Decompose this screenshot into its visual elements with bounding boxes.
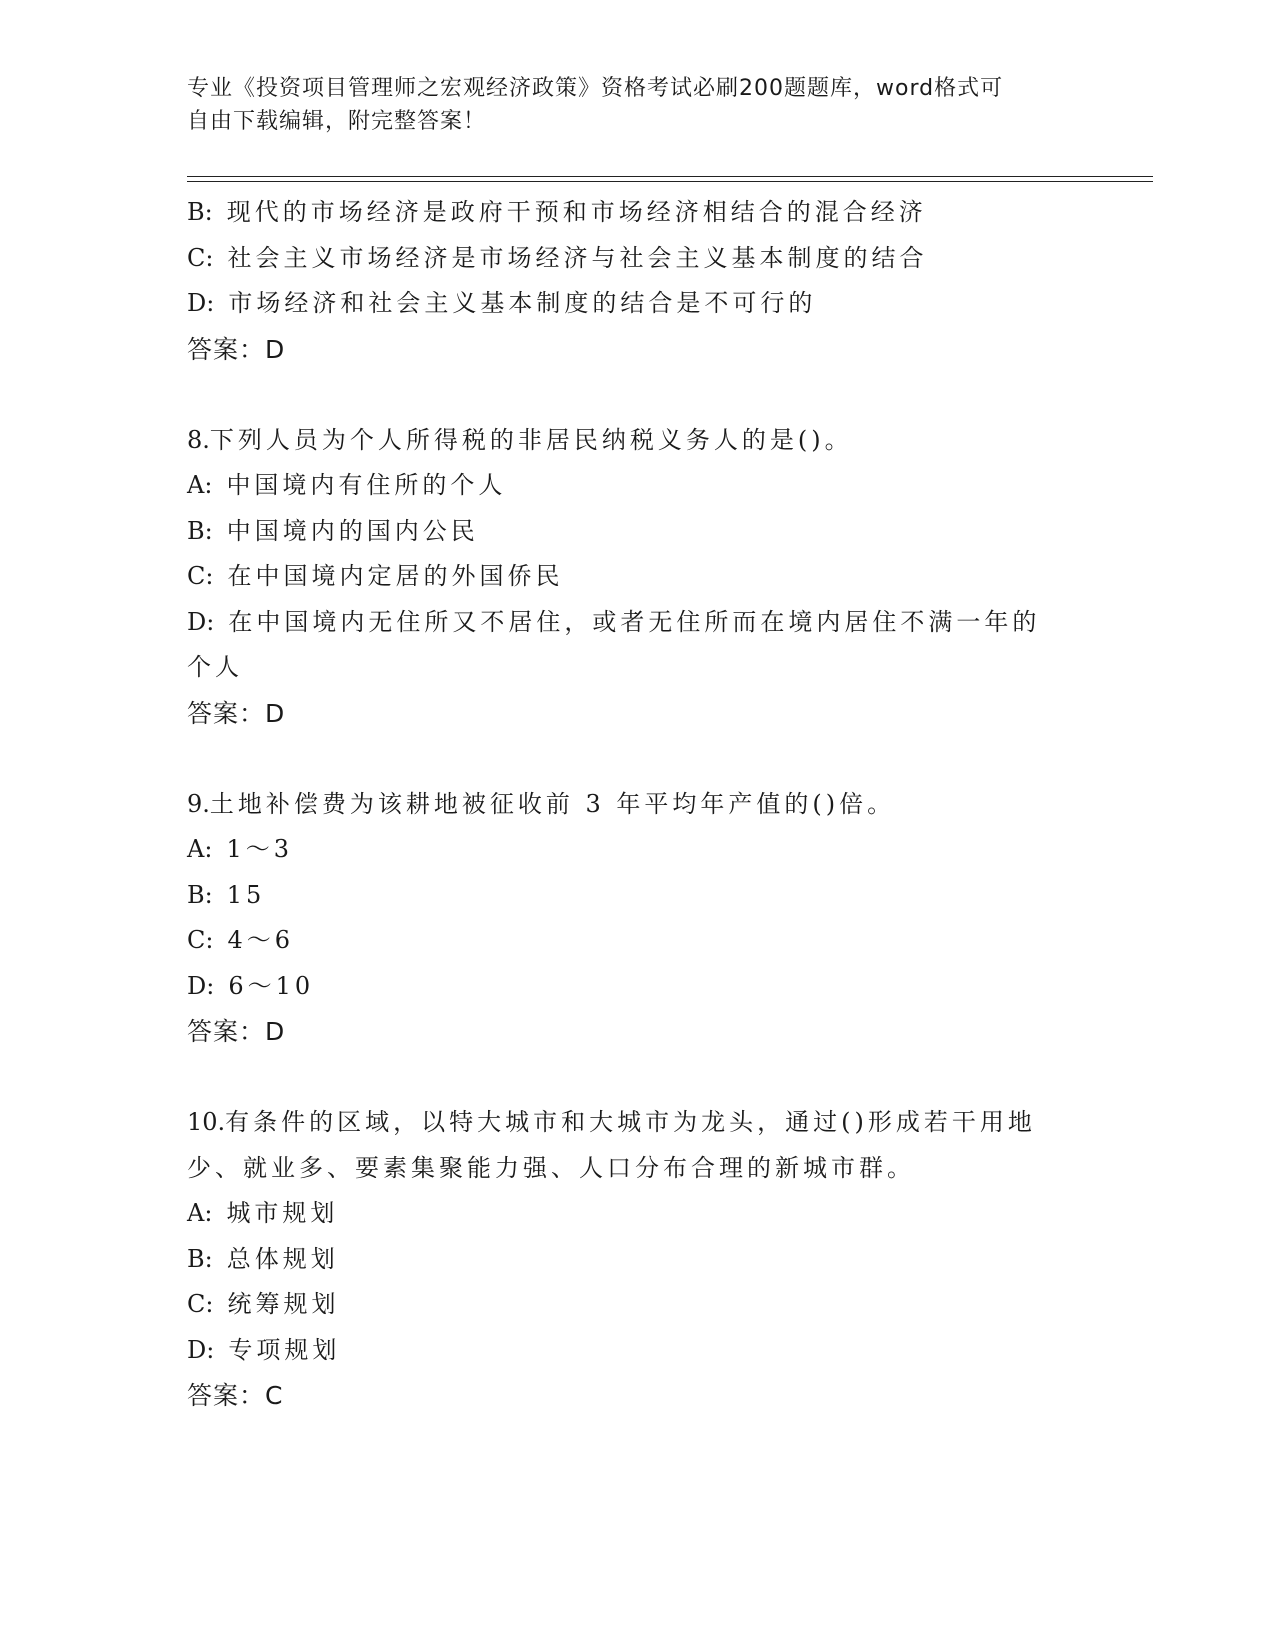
option-letter: D: [187, 971, 207, 1000]
option-text: 总体规划: [226, 1244, 339, 1273]
question-number: 9.: [187, 789, 210, 818]
question-9: [187, 782, 1087, 1055]
option-letter: D: [187, 607, 207, 636]
option-text: 6～10: [228, 971, 315, 1000]
option-colon: :: [206, 971, 215, 1000]
question-7-continued: [187, 190, 1087, 372]
option-text: 在中国境内定居的外国侨民: [227, 562, 564, 590]
option-text: 社会主义市场经济是市场经济与社会主义基本制度的结合: [227, 243, 928, 272]
option-letter: A: [187, 471, 205, 499]
option-d: [187, 1328, 1087, 1374]
option-colon: :: [204, 880, 213, 909]
option-text: 统筹规划: [227, 1290, 340, 1318]
document-header: [187, 72, 1067, 138]
option-letter: D: [187, 289, 207, 317]
option-text: 专项规划: [228, 1335, 341, 1364]
document-body: [187, 190, 1087, 1419]
option-letter: C: [187, 926, 206, 954]
header-line-1: 专业《投资项目管理师之宏观经济政策》资格考试必刷200题题库，word格式可: [187, 76, 1004, 101]
option-a: [187, 1191, 1087, 1237]
option-b: [187, 873, 1087, 919]
option-c: [187, 236, 1087, 282]
question-stem: [187, 782, 1087, 828]
header-rule-bottom: [187, 181, 1153, 182]
question-number: 10.: [187, 1108, 226, 1136]
question-stem: [187, 1100, 1087, 1146]
option-d: [187, 600, 1087, 646]
answer-line: 答案：D: [187, 698, 286, 728]
option-colon: :: [205, 562, 214, 590]
option-letter: D: [187, 1335, 207, 1364]
option-a: [187, 827, 1087, 873]
option-colon: :: [205, 1290, 214, 1318]
option-c: [187, 1282, 1087, 1328]
spacer: [187, 1055, 1087, 1101]
header-line-2: 自由下载编辑，附完整答案！: [187, 109, 487, 134]
option-c: [187, 554, 1087, 600]
option-colon: :: [204, 835, 213, 863]
answer-line: 答案：D: [187, 334, 286, 364]
option-text: 在中国境内无住所又不居住，或者无住所而在境内居住不满一年的: [228, 607, 1041, 636]
option-text: 城市规划: [226, 1199, 339, 1227]
spacer: [187, 736, 1087, 782]
header-rule-top: [187, 176, 1153, 177]
question-number: 8.: [187, 425, 210, 454]
option-letter: C: [187, 562, 206, 590]
option-letter: C: [187, 243, 206, 272]
option-text: 4～6: [227, 926, 295, 954]
option-text: 中国境内有住所的个人: [226, 471, 507, 499]
option-a: [187, 463, 1087, 509]
option-colon: :: [206, 289, 215, 317]
question-stem: [187, 418, 1087, 464]
option-d-continuation: 个人: [187, 653, 243, 681]
option-text: 中国境内的国内公民: [226, 516, 479, 545]
option-letter: B: [187, 880, 205, 909]
option-text: 市场经济和社会主义基本制度的结合是不可行的: [228, 289, 817, 317]
question-8: [187, 418, 1087, 737]
spacer: [187, 372, 1087, 418]
option-text: 15: [226, 880, 266, 909]
option-colon: :: [204, 198, 213, 226]
option-letter: B: [187, 516, 205, 545]
option-d: [187, 281, 1087, 327]
question-text: 下列人员为个人所得税的非居民纳税义务人的是()。: [209, 425, 853, 454]
option-letter: A: [187, 1199, 205, 1227]
option-colon: :: [204, 471, 213, 499]
option-colon: :: [204, 1199, 213, 1227]
option-letter: A: [187, 835, 205, 863]
option-d: [187, 964, 1087, 1010]
answer-line: 答案：C: [187, 1381, 284, 1410]
question-stem-continuation: 少、就业多、要素集聚能力强、人口分布合理的新城市群。: [187, 1153, 915, 1182]
option-letter: B: [187, 198, 205, 226]
option-b: [187, 509, 1087, 555]
option-b: [187, 190, 1087, 236]
question-text: 有条件的区域，以特大城市和大城市为龙头，通过()形成若干用地: [225, 1108, 1036, 1136]
option-colon: :: [205, 243, 214, 272]
option-c: [187, 918, 1087, 964]
option-colon: :: [206, 1335, 215, 1364]
option-text: 现代的市场经济是政府干预和市场经济相结合的混合经济: [226, 198, 927, 226]
answer-line: 答案：D: [187, 1017, 286, 1046]
option-colon: :: [204, 1244, 213, 1273]
option-letter: B: [187, 1244, 205, 1273]
option-colon: :: [204, 516, 213, 545]
option-b: [187, 1237, 1087, 1283]
option-colon: :: [206, 607, 215, 636]
question-text: 土地补偿费为该耕地被征收前 3 年平均年产值的()倍。: [209, 789, 896, 818]
option-letter: C: [187, 1290, 206, 1318]
question-10: [187, 1100, 1087, 1419]
option-text: 1～3: [226, 835, 293, 863]
option-colon: :: [205, 926, 214, 954]
